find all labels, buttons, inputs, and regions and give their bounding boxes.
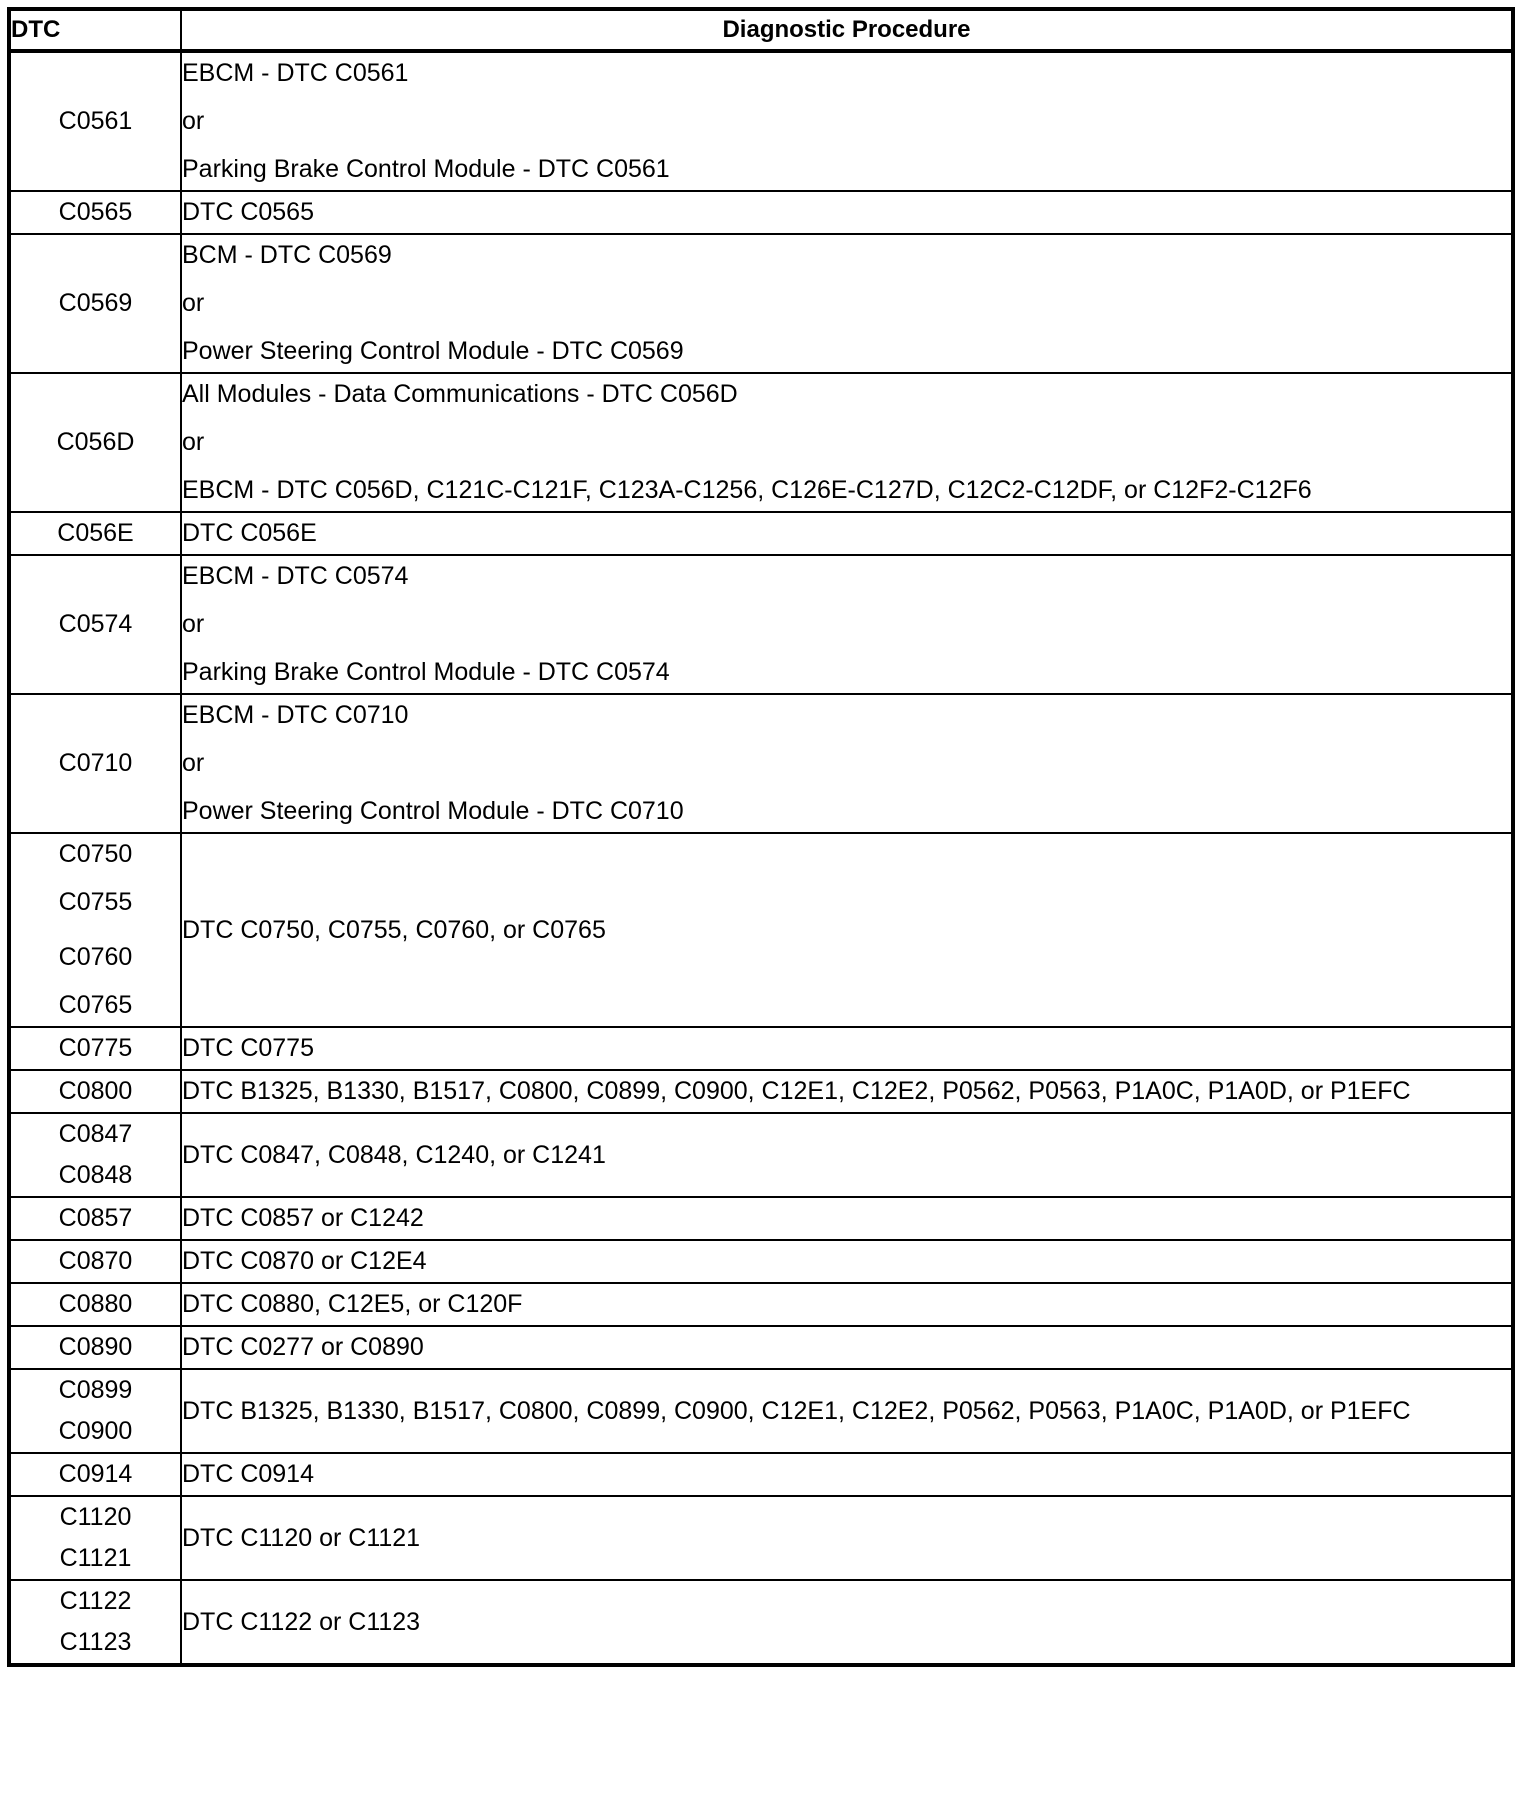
dtc-code: C1120 bbox=[59, 1503, 132, 1531]
procedure-text: DTC C0847, C0848, C1240, or C1241 bbox=[182, 1140, 606, 1169]
procedure-text: DTC B1325, B1330, B1517, C0800, C0899, C0900, C12E1, C12E2, P0562, P0563, P1A0C, P1A0D, or P1EFC bbox=[182, 1396, 1411, 1425]
dtc-cell bbox=[9, 373, 181, 512]
dtc-column-header: DTC bbox=[9, 9, 181, 51]
procedure-text: DTC C1120 or C1121 bbox=[182, 1523, 421, 1552]
procedure-text: DTC C056E bbox=[182, 519, 317, 547]
dtc-code: C1121 bbox=[59, 1544, 132, 1572]
procedure-text: Power Steering Control Module - DTC C0569 bbox=[182, 337, 684, 365]
dtc-code: C0574 bbox=[58, 610, 133, 638]
dtc-code: C0710 bbox=[58, 749, 133, 777]
procedure-cell bbox=[181, 191, 1513, 234]
dtc-code: C056D bbox=[56, 428, 135, 456]
dtc-code: C0565 bbox=[58, 198, 133, 226]
dtc-code: C0857 bbox=[58, 1204, 133, 1232]
procedure-text: DTC C0750, C0755, C0760, or C0765 bbox=[182, 915, 606, 944]
procedure-text: or bbox=[182, 107, 205, 135]
dtc-code: C0569 bbox=[58, 289, 133, 317]
procedure-cell bbox=[181, 555, 1513, 694]
procedure-text: or bbox=[182, 428, 205, 456]
table-row bbox=[9, 833, 1513, 1027]
table-row bbox=[9, 694, 1513, 833]
table-row bbox=[9, 1113, 1513, 1197]
dtc-cell bbox=[9, 1580, 181, 1665]
dtc-code: C1122 bbox=[59, 1587, 132, 1615]
dtc-cell bbox=[9, 833, 181, 1027]
dtc-cell bbox=[9, 1453, 181, 1496]
procedure-cell bbox=[181, 1369, 1513, 1453]
dtc-code: C056E bbox=[57, 519, 134, 547]
table-body bbox=[9, 51, 1513, 1665]
procedure-cell bbox=[181, 1283, 1513, 1326]
dtc-code: C1123 bbox=[59, 1628, 132, 1656]
procedure-cell bbox=[181, 1027, 1513, 1070]
dtc-cell bbox=[9, 191, 181, 234]
dtc-code: C0561 bbox=[58, 107, 133, 135]
dtc-code: C0800 bbox=[58, 1077, 133, 1105]
procedure-text: Power Steering Control Module - DTC C0710 bbox=[182, 797, 684, 825]
dtc-cell bbox=[9, 1027, 181, 1070]
procedure-text: DTC C0277 or C0890 bbox=[182, 1333, 424, 1361]
procedure-text: BCM - DTC C0569 bbox=[182, 241, 392, 269]
table-row bbox=[9, 191, 1513, 234]
dtc-code: C0899 bbox=[58, 1376, 133, 1404]
table-row bbox=[9, 1369, 1513, 1453]
procedure-text: DTC C0914 bbox=[182, 1460, 314, 1488]
table-row bbox=[9, 373, 1513, 512]
dtc-code: C0848 bbox=[58, 1161, 133, 1189]
dtc-cell bbox=[9, 694, 181, 833]
procedure-text: DTC C0857 or C1242 bbox=[182, 1204, 424, 1232]
procedure-text: DTC C0870 or C12E4 bbox=[182, 1247, 427, 1275]
dtc-cell bbox=[9, 1496, 181, 1580]
procedure-text: DTC C0880, C12E5, or C120F bbox=[182, 1290, 523, 1318]
table-row bbox=[9, 234, 1513, 373]
dtc-cell bbox=[9, 1326, 181, 1369]
procedure-cell bbox=[181, 373, 1513, 512]
dtc-code: C0847 bbox=[58, 1120, 133, 1148]
dtc-cell bbox=[9, 1113, 181, 1197]
procedure-text: EBCM - DTC C0574 bbox=[182, 562, 409, 590]
procedure-cell bbox=[181, 1453, 1513, 1496]
table-row bbox=[9, 51, 1513, 191]
dtc-cell bbox=[9, 1283, 181, 1326]
table-row bbox=[9, 1326, 1513, 1369]
table-row bbox=[9, 1027, 1513, 1070]
procedure-cell bbox=[181, 1113, 1513, 1197]
dtc-cell bbox=[9, 1240, 181, 1283]
table-row bbox=[9, 555, 1513, 694]
procedure-cell bbox=[181, 1240, 1513, 1283]
dtc-cell bbox=[9, 1197, 181, 1240]
table-row bbox=[9, 1453, 1513, 1496]
procedure-cell bbox=[181, 234, 1513, 373]
dtc-code: C0890 bbox=[58, 1333, 133, 1361]
procedure-cell bbox=[181, 694, 1513, 833]
dtc-code: C0914 bbox=[58, 1460, 133, 1488]
dtc-code: C0750 bbox=[58, 840, 133, 868]
dtc-code: C0775 bbox=[58, 1034, 133, 1062]
dtc-cell bbox=[9, 512, 181, 555]
dtc-cell bbox=[9, 1070, 181, 1113]
procedure-cell bbox=[181, 1070, 1513, 1113]
procedure-text: DTC C0775 bbox=[182, 1034, 314, 1062]
table-row bbox=[9, 1240, 1513, 1283]
procedure-text: Parking Brake Control Module - DTC C0574 bbox=[182, 658, 670, 686]
dtc-cell bbox=[9, 555, 181, 694]
dtc-table bbox=[7, 7, 1515, 1667]
table-row bbox=[9, 1070, 1513, 1113]
procedure-text: Parking Brake Control Module - DTC C0561 bbox=[182, 155, 670, 183]
dtc-code: C0765 bbox=[58, 991, 133, 1019]
dtc-cell bbox=[9, 51, 181, 191]
dtc-code: C0870 bbox=[58, 1247, 133, 1275]
procedure-text: EBCM - DTC C056D, C121C-C121F, C123A-C1256, C126E-C127D, C12C2-C12DF, or C12F2-C12F6 bbox=[182, 476, 1312, 504]
header-row bbox=[9, 9, 1513, 51]
procedure-cell bbox=[181, 1580, 1513, 1665]
procedure-text: or bbox=[182, 289, 205, 317]
procedure-text: DTC B1325, B1330, B1517, C0800, C0899, C0900, C12E1, C12E2, P0562, P0563, P1A0C, P1A0D, or P1EFC bbox=[182, 1077, 1411, 1105]
procedure-text: or bbox=[182, 749, 205, 777]
procedure-column-header: Diagnostic Procedure bbox=[181, 9, 1513, 51]
table-row bbox=[9, 512, 1513, 555]
dtc-cell bbox=[9, 1369, 181, 1453]
procedure-cell bbox=[181, 1197, 1513, 1240]
procedure-text: EBCM - DTC C0561 bbox=[182, 59, 409, 87]
dtc-code: C0880 bbox=[58, 1290, 133, 1318]
table-row bbox=[9, 1283, 1513, 1326]
procedure-text: All Modules - Data Communications - DTC C056D bbox=[182, 380, 738, 408]
procedure-cell bbox=[181, 1496, 1513, 1580]
procedure-cell bbox=[181, 51, 1513, 191]
dtc-code: C0900 bbox=[58, 1417, 133, 1445]
table-row bbox=[9, 1197, 1513, 1240]
procedure-text: DTC C0565 bbox=[182, 198, 314, 226]
procedure-cell bbox=[181, 833, 1513, 1027]
procedure-text: or bbox=[182, 610, 205, 638]
procedure-text: EBCM - DTC C0710 bbox=[182, 701, 409, 729]
dtc-code: C0760 bbox=[58, 943, 133, 971]
dtc-code: C0755 bbox=[58, 888, 133, 916]
table-row bbox=[9, 1580, 1513, 1665]
dtc-cell bbox=[9, 234, 181, 373]
table-row bbox=[9, 1496, 1513, 1580]
procedure-text: DTC C1122 or C1123 bbox=[182, 1607, 421, 1636]
procedure-cell bbox=[181, 512, 1513, 555]
procedure-cell bbox=[181, 1326, 1513, 1369]
